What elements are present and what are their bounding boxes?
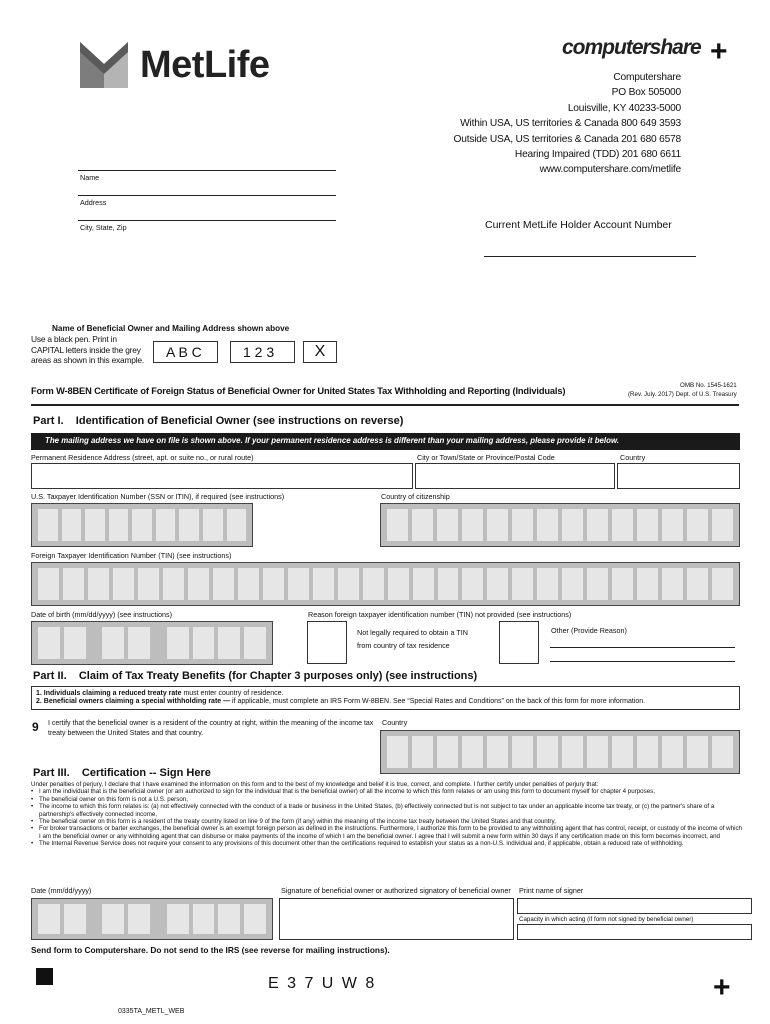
registration-plus-icon: + [713,971,731,1004]
reason-label: Reason foreign taxpayer identification number (TIN) not provided (see instructions) [308,610,572,619]
part1-banner [31,433,740,450]
city-province-label: City or Town/State or Province/Postal Code [417,453,555,462]
brand-name: MetLife [140,44,270,86]
treaty-certify-text: I certify that the beneficial owner is a resident of the country at right, within the meaning of the income tax treaty between the United States and that country. [48,720,374,737]
name-line[interactable] [78,170,336,171]
cert-bullet: The beneficial owner on this form is not a U.S. person, [39,795,188,803]
registration-square-icon [36,968,53,985]
address-line: PO Box 505000 [611,87,681,99]
example-instructions [31,334,144,366]
item1-text: must enter country of residence. [181,690,284,697]
item2-bold: 2. Beneficial owners claiming a special withholding rate — [36,698,231,705]
example-line: Use a black pen. Print in [31,334,117,344]
address-line: Louisville, KY 40233-5000 [567,102,681,114]
example-box-letters [153,341,218,363]
example-heading: Name of Beneficial Owner and Mailing Address shown above [52,324,290,333]
registration-plus-icon: + [710,35,728,68]
certification-text: Under penalties of perjury, I declare that I have examined the information on this form and to the best of my knowledge and belief it is true, correct, and complete. I further certify under penalties of perjury that: • I am the individual that is the beneficial owner (or am authorized to sign for the individual that is the beneficial owner) of all the income to which this form relates or am using this form to document myself for chapter 4 purposes, • The beneficial owner on this form is not a U.S. person, • The income to which this form relates is: (a) not effectively connected with the conduct of a trade or business in the United States, (b) effectively connected but is not subject to tax under an applicable income tax treaty, or (c) the partner's share of a partnership's effectively connected income, • The beneficial owner on this form is a resident of the treaty country listed on line 9 of the form (if any) within the meaning of the income tax treaty between the United States and that country, • For broker transactions or barter exchanges, the beneficial owner is an exempt foreign person as defined in the instructions. Furthermore, I authorize this form to be provided to any withholding agent that has control, receipt, or custody of the income of which I am the beneficial owner or any withholding agent that can disburse or make payments of the income of which I am the beneficial owner. I agree that I will submit a new form within 30 days if any certification made on this form becomes incorrect, and • The Internal Revenue Service does not require your consent to any provisions of this document other than the certifications required to establish your status as a non-U.S. individual and, if applicable, obtain a reduced rate of withholding. [31,781,743,848]
computershare-address [454,70,681,178]
sign-date-field[interactable] [31,898,273,940]
example-letters: A B C [166,344,202,360]
computershare-name: computershare [562,36,701,59]
computershare-logo [562,36,701,60]
capacity-field[interactable] [517,924,752,940]
perm-address-field[interactable] [31,463,413,489]
cert-bullet: The Internal Revenue Service does not require your consent to any provisions of this document other than the certifications required to establish your status as a non-U.S. individual and, if applicable, obtain a reduced rate of withholding. [39,840,684,848]
example-box-check [303,341,337,363]
not-required-label [357,626,468,652]
address-line: Hearing Impaired (TDD) 201 680 6611 [514,149,681,161]
not-required-checkbox[interactable] [307,621,347,664]
example-check: X [314,343,326,360]
not-required-line: from country of tax residence [357,641,450,650]
citizenship-label: Country of citizenship [381,492,450,501]
ssn-field[interactable] [31,503,253,547]
city-province-field[interactable] [415,463,615,489]
account-number-field[interactable] [484,256,696,257]
form-revision: (Rev. July. 2017) Dept. of U.S. Treasury [628,391,737,398]
print-name-field[interactable] [517,898,752,914]
omb-number: OMB No. 1545-1621 [680,382,737,389]
part2-title: Part II. Claim of Tax Treaty Benefits (for Chapter 3 purposes only) (see instructions) [33,670,478,682]
treaty-country-field[interactable] [380,730,740,774]
country-label: Country [620,453,646,462]
example-line: areas as shown in this example. [31,355,144,365]
certification-intro: Under penalties of perjury, I declare that I have examined the information on this form and to the best of my knowledge and belief it is true, correct, and complete. I further certify under penalties of perjury that: [31,781,599,788]
form-code: E 3 7 U W 8 [268,975,377,992]
perm-address-label: Permanent Residence Address (street, apt. or suite no., or rural route) [31,453,254,462]
part2-notes [31,686,740,710]
city-label: City, State, Zip [80,223,127,232]
title-rule [31,404,739,406]
other-reason-line-1[interactable] [550,647,735,648]
signature-label: Signature of beneficial owner or authorized signatory of beneficial owner [281,886,511,895]
address-line: www.computershare.com/metlife [539,164,681,176]
address-line: Computershare [613,72,681,83]
account-number-label: Current MetLife Holder Account Number [485,219,672,231]
cert-bullet: The income to which this form relates is: (a) not effectively connected with the conduct of a trade or business in the United States, (b) effectively connected but is not subject to tax under an applicable income tax treaty, or (c) the partner's share of a partnership's effectively connected income, [39,803,715,818]
country-field[interactable] [617,463,740,489]
banner-text: The mailing address we have on file is shown above. If your permanent residence address is different than your mailing address, please provide it below. [45,436,619,445]
citizenship-field[interactable] [380,503,740,547]
form-title: Form W-8BEN Certificate of Foreign Status of Beneficial Owner for United States Tax Withholding and Reporting (Individuals) [31,386,566,396]
line-9-number: 9 [32,720,39,734]
print-name-label: Print name of signer [519,886,584,895]
capacity-label: Capacity in which acting (if form not signed by beneficial owner) [519,916,694,923]
city-line[interactable] [78,220,336,221]
sign-date-label: Date (mm/dd/yyyy) [31,886,92,895]
address-line: Outside USA, US territories & Canada 201 680 6578 [453,133,681,145]
cert-bullet: For broker transactions or barter exchanges, the beneficial owner is an exempt foreign person as defined in the instructions. Furthermore, I authorize this form to be provided to any withholding agent that has control, receipt, or custody of the income of which I am the beneficial owner or any withholding agent that can disburse or make payments of the income of which I am the beneficial owner. I agree that I will submit a new form within 30 days if any certification made on this form becomes incorrect, and [39,825,743,840]
ssn-label: U.S. Taxpayer Identification Number (SSN or ITIN), if required (see instructions) [31,492,285,501]
other-reason-label: Other (Provide Reason) [551,626,627,635]
foreign-tin-field[interactable] [31,562,740,606]
item2-text: if applicable, must complete an IRS Form W-8BEN. See “Special Rates and Conditions” on the back of this form for more information. [230,698,646,705]
signature-field[interactable] [279,898,514,940]
example-numbers: 1 2 3 [243,344,275,360]
dob-label: Date of birth (mm/dd/yyyy) (see instructions) [31,610,172,619]
cert-bullet: The beneficial owner on this form is a resident of the treaty country listed on line 9 of the form (if any) within the meaning of the income tax treaty between the United States and that country, [39,818,556,826]
treaty-country-label: Country [382,718,408,727]
address-label: Address [80,198,107,207]
part1-title: Part I. Identification of Beneficial Owner (see instructions on reverse) [33,415,404,427]
example-box-numbers [230,341,295,363]
not-required-line: Not legally required to obtain a TIN [357,628,468,637]
item1-bold: 1. Individuals claiming a reduced treaty rate [36,690,182,697]
form-id: 0335TA_METL_WEB [118,1008,185,1015]
other-reason-checkbox[interactable] [499,621,539,664]
address-line: Within USA, US territories & Canada 800 649 3593 [460,118,681,130]
send-instructions: Send form to Computershare. Do not send to the IRS (see reverse for mailing instructions). [31,945,390,955]
cert-bullet: I am the individual that is the beneficial owner (or am authorized to sign for the individual that is the beneficial owner) of all the income to which this form relates or am using this form to document myself for chapter 4 purposes, [39,788,655,796]
dob-field[interactable] [31,621,273,665]
address-line-field[interactable] [78,195,336,196]
part3-title: Part III. Certification -- Sign Here [33,767,211,779]
name-label: Name [80,173,100,182]
example-line: CAPITAL letters inside the grey [31,344,141,355]
metlife-logo-icon [80,42,128,88]
tin-label: Foreign Taxpayer Identification Number (TIN) (see instructions) [31,551,232,560]
other-reason-line-2[interactable] [550,661,735,662]
